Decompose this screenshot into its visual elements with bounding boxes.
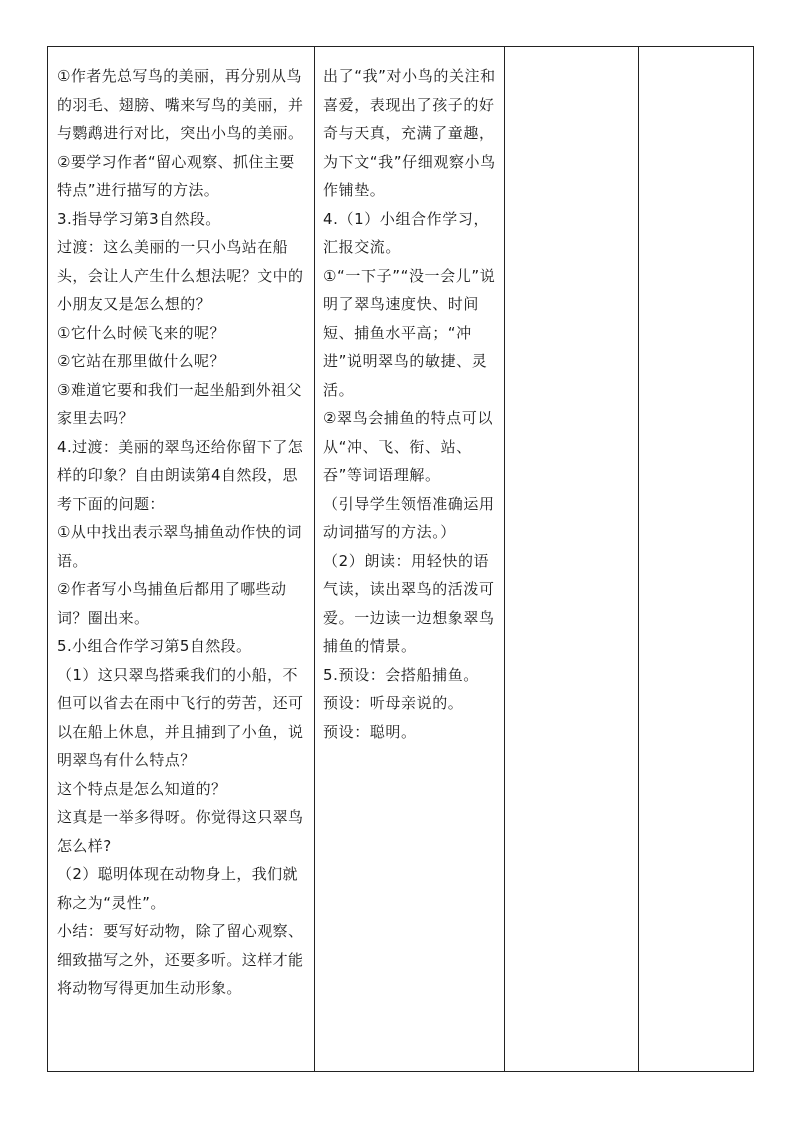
text-line: ①作者先总写鸟的美丽，再分别从鸟的羽毛、翅膀、嘴来写鸟的美丽，并与鹦鹉进行对比，突出小鸟的美丽。 xyxy=(57,67,304,142)
student-activity-cell xyxy=(315,47,505,1072)
text-line: 出了“我”对小鸟的关注和喜爱，表现出了孩子的好奇与天真，充满了童趣，为下文“我”仔细观察小鸟作铺垫。 xyxy=(323,67,496,199)
text-line: ①它什么时候飞来的呢？ xyxy=(57,323,225,342)
text-line: 4.过渡：美丽的翠鸟还给你留下了怎样的印象？自由朗读第4自然段，思考下面的问题： xyxy=(57,437,304,513)
text-line: ①“一下子”“没一会儿”说明了翠鸟速度快、时间短、捕鱼水平高；“冲进”说明翠鸟的敏捷、灵活。 xyxy=(323,266,496,399)
text-line: （2）聪明体现在动物身上，我们就称之为“灵性”。 xyxy=(57,865,298,912)
text-line: ③难道它要和我们一起坐船到外祖父家里去吗？ xyxy=(57,380,302,427)
teacher-activity-cell xyxy=(48,47,315,1072)
student-activity-text xyxy=(315,47,504,746)
text-line: ②翠鸟会捕鱼的特点可以从“冲、飞、衔、站、吞”等词语理解。 xyxy=(323,409,494,484)
teacher-activity-text xyxy=(48,47,314,1003)
text-line: 3.指导学习第3自然段。 xyxy=(57,209,221,228)
text-line: 这个特点是怎么知道的？ xyxy=(57,779,227,798)
lesson-plan-table xyxy=(47,46,754,1072)
empty-cell xyxy=(505,47,639,1072)
text-line: 这真是一举多得呀。你觉得这只翠鸟怎么样? xyxy=(57,808,304,855)
text-line: （2）朗读：用轻快的语气读，读出翠鸟的活泼可爱。一边读一边想象翠鸟捕鱼的情景。 xyxy=(323,551,495,655)
text-line: 5.小组合作学习第5自然段。 xyxy=(57,637,252,655)
table-row xyxy=(48,47,754,1072)
text-line: 小结：要写好动物，除了留心观察、细致描写之外，还要多听。这样才能将动物写得更加生动形象。 xyxy=(57,922,304,997)
text-line: 5.预设：会搭船捕鱼。 xyxy=(323,665,479,684)
text-line: ②作者写小鸟捕鱼后都用了哪些动词？圈出来。 xyxy=(57,580,287,627)
text-line: 预设：听母亲说的。 xyxy=(323,694,464,712)
text-line: 预设：聪明。 xyxy=(323,722,417,741)
text-line: ②要学习作者“留心观察、抓住主要特点”进行描写的方法。 xyxy=(57,152,295,199)
text-line: （引导学生领悟准确运用动词描写的方法。） xyxy=(323,494,495,541)
empty-cell xyxy=(639,47,754,1072)
text-line: （1）这只翠鸟搭乘我们的小船，不但可以省去在雨中飞行的劳苦，还可以在船上休息，并且捕到了小鱼，说明翠鸟有什么特点？ xyxy=(57,665,304,769)
text-line: 过渡：这么美丽的一只小鸟站在船头，会让人产生什么想法呢？文中的小朋友又是怎么想的？ xyxy=(57,238,304,313)
text-line: 4.（1）小组合作学习，汇报交流。 xyxy=(323,209,490,256)
text-line: ②它站在那里做什么呢？ xyxy=(57,352,225,370)
text-line: ①从中找出表示翠鸟捕鱼动作快的词语。 xyxy=(57,523,302,570)
